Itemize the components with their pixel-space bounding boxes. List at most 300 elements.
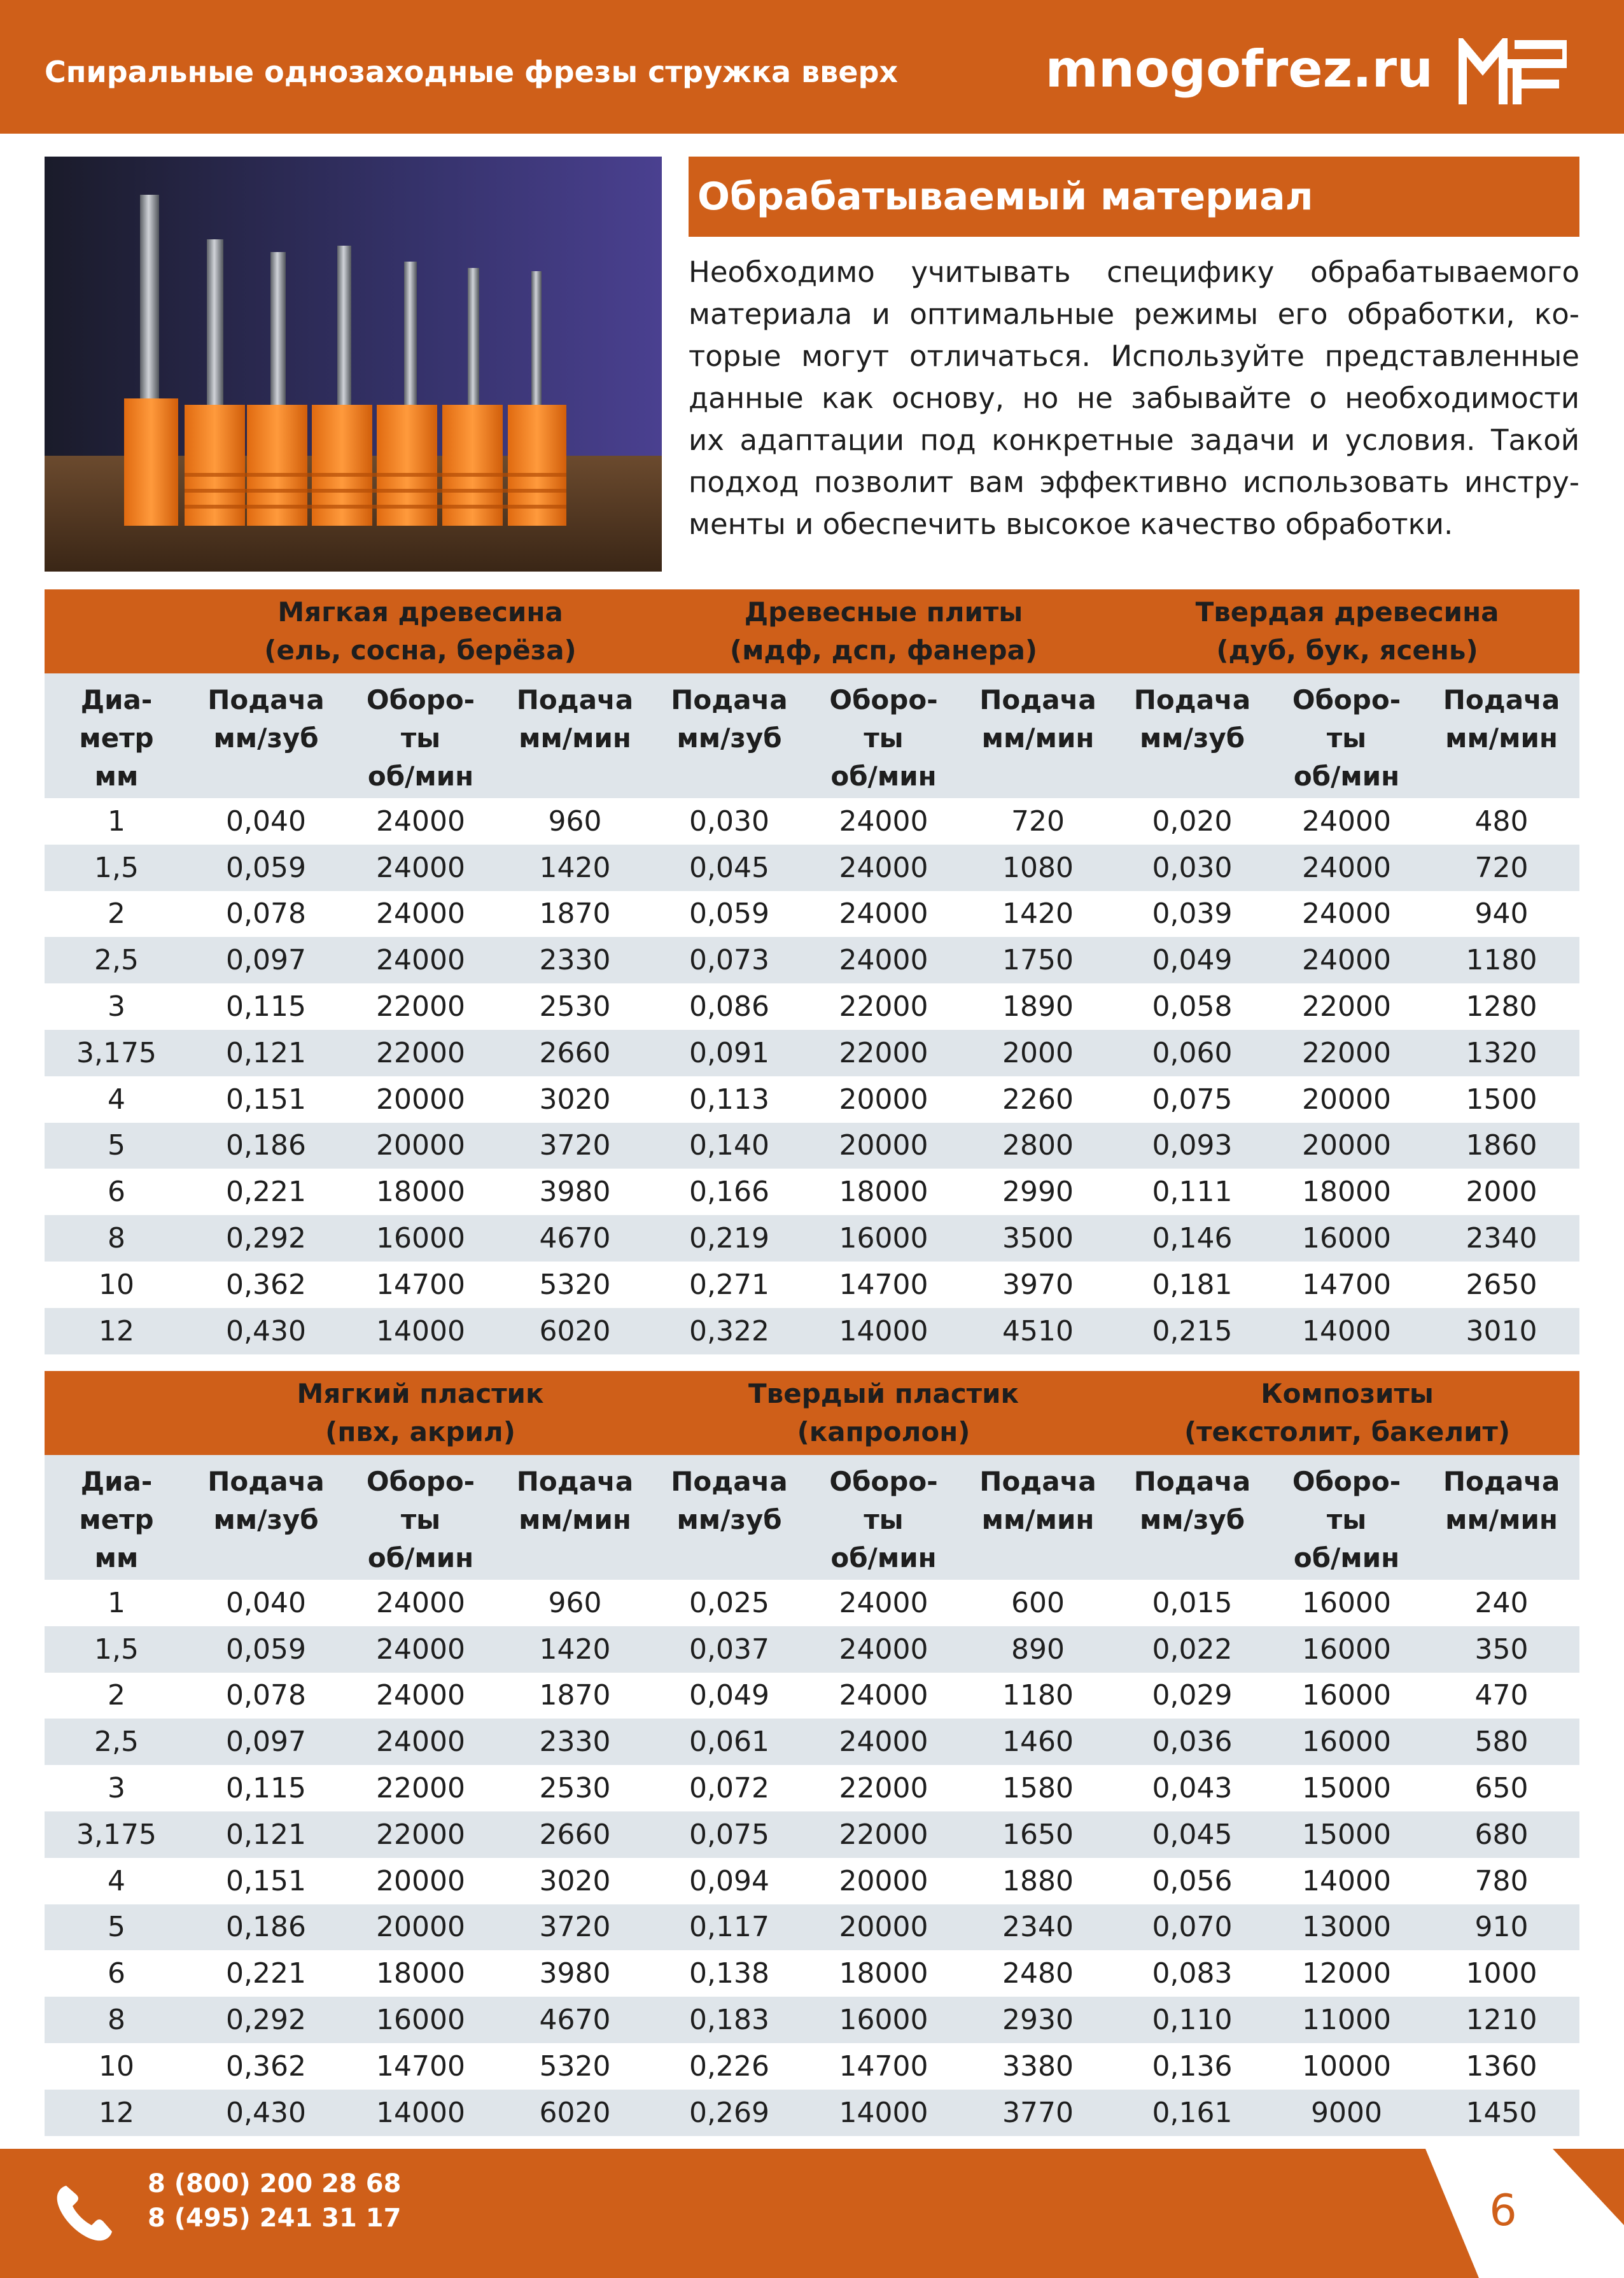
value-cell: 0,117: [652, 1904, 806, 1951]
value-cell: 13000: [1270, 1904, 1424, 1951]
group-spacer: [45, 1371, 188, 1455]
value-cell: 24000: [376, 1679, 465, 1712]
value-cell: 0,093: [1115, 1123, 1270, 1169]
value-cell: 0,078: [226, 1679, 306, 1712]
group-header: Мягкая древесина (ель, сосна, берёза): [188, 589, 652, 673]
value-cell: 24000: [344, 1719, 498, 1765]
value-cell: 3500: [961, 1215, 1115, 1262]
value-cell: 22000: [344, 1030, 498, 1076]
value-cell: 0,430: [188, 1308, 344, 1354]
value-cell: 24000: [839, 805, 928, 838]
diameter-cell: 4: [108, 1864, 125, 1897]
value-cell: 20000: [344, 1904, 498, 1951]
value-cell: 0,430: [188, 2090, 344, 2136]
value-cell: 0,061: [652, 1719, 806, 1765]
value-cell: 2990: [1002, 1176, 1074, 1209]
value-cell: 580: [1424, 1719, 1579, 1765]
site-name[interactable]: mnogofrez.ru: [1045, 39, 1433, 99]
col-header-diameter: Диа- метр мм: [45, 1455, 188, 1580]
table-row: [45, 798, 1579, 845]
diameter-cell: 1,5: [45, 1626, 188, 1673]
phone-icon: [52, 2182, 116, 2246]
value-cell: 2530: [539, 1772, 611, 1805]
col-header-feed-min: Подача мм/мин: [961, 1455, 1115, 1580]
value-cell: 0,058: [1152, 990, 1233, 1023]
value-cell: 0,322: [652, 1308, 806, 1354]
diameter-cell: 10: [99, 2049, 134, 2083]
value-cell: 1080: [961, 845, 1115, 891]
value-cell: 1420: [498, 845, 652, 891]
table-row: [45, 1169, 1579, 1215]
value-cell: 4670: [498, 1215, 652, 1262]
value-cell: 2800: [961, 1123, 1115, 1169]
value-cell: 0,020: [1152, 805, 1233, 838]
group-header: Твердый пластик (капролон): [652, 1371, 1115, 1455]
value-cell: 24000: [839, 1586, 928, 1619]
value-cell: 350: [1424, 1626, 1579, 1673]
value-cell: 0,049: [1115, 937, 1270, 983]
value-cell: 20000: [839, 1083, 928, 1116]
value-cell: 0,073: [652, 937, 806, 983]
value-cell: 0,115: [226, 990, 306, 1023]
value-cell: 0,115: [226, 1772, 306, 1805]
intro-paragraph: [689, 251, 1579, 545]
table-separator: [45, 1356, 1579, 1359]
value-cell: 24000: [344, 1626, 498, 1673]
value-cell: 1450: [1424, 2090, 1579, 2136]
group-spacer: [45, 589, 188, 673]
value-cell: 20000: [806, 1904, 961, 1951]
value-cell: 0,269: [652, 2090, 806, 2136]
value-cell: 1460: [961, 1719, 1115, 1765]
value-cell: 22000: [806, 1030, 961, 1076]
value-cell: 0,151: [226, 1864, 306, 1897]
value-cell: 22000: [839, 1772, 928, 1805]
value-cell: 0,030: [1115, 845, 1270, 891]
value-cell: 24000: [806, 1626, 961, 1673]
value-cell: 24000: [839, 897, 928, 931]
col-header-feed-tooth: Подача мм/зуб: [188, 673, 344, 798]
value-cell: 18000: [839, 1957, 928, 1990]
table-row: [45, 1765, 1579, 1811]
value-cell: 0,121: [188, 1030, 344, 1076]
value-cell: 0,078: [226, 897, 306, 931]
diameter-cell: 1,5: [45, 845, 188, 891]
table-row: [45, 937, 1579, 983]
value-cell: 2000: [1466, 1176, 1537, 1209]
value-cell: 0,186: [188, 1123, 344, 1169]
value-cell: 24000: [376, 1586, 465, 1619]
value-cell: 0,040: [226, 1586, 306, 1619]
value-cell: 1890: [1002, 990, 1074, 1023]
value-cell: 650: [1474, 1772, 1529, 1805]
value-cell: 22000: [806, 1811, 961, 1858]
value-cell: 24000: [806, 845, 961, 891]
value-cell: 0,075: [652, 1811, 806, 1858]
value-cell: 0,151: [226, 1083, 306, 1116]
value-cell: 5320: [539, 2049, 611, 2083]
value-cell: 14700: [839, 2049, 928, 2083]
value-cell: 16000: [344, 1997, 498, 2043]
value-cell: 14000: [1302, 1864, 1392, 1897]
col-header-rpm: Оборо- ты об/мин: [344, 673, 498, 798]
value-cell: 0,362: [226, 2049, 306, 2083]
diameter-cell: 2: [108, 897, 125, 931]
value-cell: 0,362: [226, 1268, 306, 1301]
value-cell: 3010: [1424, 1308, 1579, 1354]
value-cell: 3980: [539, 1176, 611, 1209]
col-header-feed-tooth: Подача мм/зуб: [652, 1455, 806, 1580]
value-cell: 16000: [1270, 1215, 1424, 1262]
value-cell: 14700: [376, 1268, 465, 1301]
value-cell: 2330: [498, 937, 652, 983]
table-row: [45, 1308, 1579, 1354]
value-cell: 16000: [1302, 1586, 1392, 1619]
group-header: Древесные плиты (мдф, дсп, фанера): [652, 589, 1115, 673]
group-header: Композиты (текстолит, бакелит): [1115, 1371, 1579, 1455]
value-cell: 22000: [1302, 990, 1391, 1023]
value-cell: 0,075: [1152, 1083, 1233, 1116]
value-cell: 0,219: [652, 1215, 806, 1262]
table-row: [45, 1904, 1579, 1951]
value-cell: 1880: [1002, 1864, 1074, 1897]
group-header: Твердая древесина (дуб, бук, ясень): [1115, 589, 1579, 673]
value-cell: 470: [1474, 1679, 1529, 1712]
diameter-cell: 2,5: [45, 1719, 188, 1765]
value-cell: 22000: [344, 1811, 498, 1858]
diameter-cell: 3: [108, 1772, 125, 1805]
diameter-cell: 10: [99, 1268, 134, 1301]
col-header-feed-min: Подача мм/мин: [498, 1455, 652, 1580]
value-cell: 20000: [806, 1123, 961, 1169]
value-cell: 0,121: [188, 1811, 344, 1858]
diameter-cell: 5: [45, 1904, 188, 1951]
value-cell: 24000: [1270, 845, 1424, 891]
table-row: [45, 2043, 1579, 2090]
value-cell: 1860: [1424, 1123, 1579, 1169]
value-cell: 16000: [1270, 1626, 1424, 1673]
col-header-feed-tooth: Подача мм/зуб: [1115, 1455, 1270, 1580]
value-cell: 0,186: [188, 1904, 344, 1951]
value-cell: 0,037: [652, 1626, 806, 1673]
value-cell: 0,060: [1115, 1030, 1270, 1076]
table-row: [45, 2090, 1579, 2136]
table-row: [45, 1215, 1579, 1262]
table-row: [45, 1626, 1579, 1673]
value-cell: 0,166: [689, 1176, 769, 1209]
intro-line: материала и оптимальные режимы его обработки, ко-: [689, 297, 1579, 331]
value-cell: 780: [1474, 1864, 1529, 1897]
value-cell: 22000: [376, 1772, 465, 1805]
value-cell: 910: [1424, 1904, 1579, 1951]
col-header-rpm: Оборо- ты об/мин: [806, 1455, 961, 1580]
diameter-cell: 6: [108, 1957, 125, 1990]
value-cell: 1750: [961, 937, 1115, 983]
col-header-feed-tooth: Подача мм/зуб: [652, 673, 806, 798]
col-header-rpm: Оборо- ты об/мин: [1270, 1455, 1424, 1580]
value-cell: 14000: [344, 1308, 498, 1354]
value-cell: 1650: [961, 1811, 1115, 1858]
value-cell: 0,140: [652, 1123, 806, 1169]
value-cell: 2340: [961, 1904, 1115, 1951]
group-header: Мягкий пластик (пвх, акрил): [188, 1371, 652, 1455]
table-row: [45, 1030, 1579, 1076]
diameter-cell: 12: [45, 2090, 188, 2136]
diameter-cell: 2,5: [45, 937, 188, 983]
value-cell: 16000: [1270, 1719, 1424, 1765]
phone-number[interactable]: 8 (495) 241 31 17: [148, 2204, 402, 2233]
value-cell: 3970: [1002, 1268, 1074, 1301]
table-row: [45, 1580, 1579, 1626]
value-cell: 22000: [1270, 1030, 1424, 1076]
value-cell: 1000: [1466, 1957, 1537, 1990]
value-cell: 1870: [539, 1679, 611, 1712]
value-cell: 24000: [806, 1719, 961, 1765]
intro-line: торые могут отличаться. Используйте представленные: [689, 339, 1579, 373]
value-cell: 1320: [1424, 1030, 1579, 1076]
value-cell: 0,111: [1152, 1176, 1233, 1209]
value-cell: 1210: [1424, 1997, 1579, 2043]
value-cell: 0,183: [652, 1997, 806, 2043]
value-cell: 1580: [1002, 1772, 1074, 1805]
diameter-cell: 6: [108, 1176, 125, 1209]
value-cell: 1500: [1466, 1083, 1537, 1116]
value-cell: 0,181: [1152, 1268, 1233, 1301]
diameter-cell: 12: [45, 1308, 188, 1354]
col-header-feed-min: Подача мм/мин: [498, 673, 652, 798]
value-cell: 0,045: [652, 845, 806, 891]
value-cell: 2340: [1424, 1215, 1579, 1262]
value-cell: 5320: [539, 1268, 611, 1301]
intro-line: их адаптации под конкретные задачи и условия. Такой: [689, 423, 1579, 457]
value-cell: 1420: [1002, 897, 1074, 931]
value-cell: 0,097: [188, 937, 344, 983]
value-cell: 0,097: [188, 1719, 344, 1765]
table-row: [45, 1997, 1579, 2043]
diameter-cell: 3: [108, 990, 125, 1023]
value-cell: 22000: [839, 990, 928, 1023]
value-cell: 480: [1474, 805, 1529, 838]
value-cell: 0,049: [689, 1679, 769, 1712]
table-row: [45, 983, 1579, 1030]
value-cell: 680: [1424, 1811, 1579, 1858]
value-cell: 18000: [376, 1176, 465, 1209]
value-cell: 0,083: [1152, 1957, 1233, 1990]
table-row: [45, 845, 1579, 891]
value-cell: 1420: [498, 1626, 652, 1673]
value-cell: 6020: [498, 2090, 652, 2136]
diameter-cell: 1: [108, 1586, 125, 1619]
footer-bar: [0, 2149, 1624, 2278]
intro-line: данные как основу, но не забывайте о необходимости: [689, 381, 1579, 415]
col-header-feed-min: Подача мм/мин: [1424, 673, 1579, 798]
col-header-feed-tooth: Подача мм/зуб: [1115, 673, 1270, 798]
value-cell: 0,091: [652, 1030, 806, 1076]
value-cell: 3980: [539, 1957, 611, 1990]
contact-phones: [148, 2167, 401, 2235]
value-cell: 0,059: [689, 897, 769, 931]
intro-line: подход позволит вам эффективно использовать инстру-: [689, 465, 1579, 499]
page-number: 6: [1489, 2186, 1517, 2236]
value-cell: 0,138: [689, 1957, 769, 1990]
value-cell: 14000: [806, 2090, 961, 2136]
table-row: [45, 1950, 1579, 1997]
value-cell: 24000: [1302, 897, 1391, 931]
value-cell: 18000: [1302, 1176, 1391, 1209]
value-cell: 24000: [1270, 937, 1424, 983]
value-cell: 6020: [498, 1308, 652, 1354]
value-cell: 16000: [344, 1215, 498, 1262]
table-row: [45, 1811, 1579, 1858]
diameter-cell: 4: [108, 1083, 125, 1116]
value-cell: 0,086: [689, 990, 769, 1023]
value-cell: 2930: [961, 1997, 1115, 2043]
value-cell: 0,070: [1115, 1904, 1270, 1951]
diameter-cell: 8: [45, 1215, 188, 1262]
value-cell: 0,043: [1152, 1772, 1233, 1805]
value-cell: 0,015: [1152, 1586, 1233, 1619]
page-corner-decoration: [1425, 2149, 1624, 2278]
value-cell: 24000: [839, 1679, 928, 1712]
value-cell: 14000: [1270, 1308, 1424, 1354]
table-row: [45, 1123, 1579, 1169]
value-cell: 20000: [376, 1083, 465, 1116]
value-cell: 18000: [839, 1176, 928, 1209]
value-cell: 0,146: [1115, 1215, 1270, 1262]
value-cell: 720: [1011, 805, 1065, 838]
page-title: Спиральные однозаходные фрезы стружка вверх: [45, 55, 899, 89]
value-cell: 3720: [498, 1123, 652, 1169]
value-cell: 14000: [344, 2090, 498, 2136]
value-cell: 15000: [1270, 1811, 1424, 1858]
intro-line: Необходимо учитывать специфику обрабатываемого: [689, 255, 1579, 289]
value-cell: 0,161: [1115, 2090, 1270, 2136]
value-cell: 0,040: [226, 805, 306, 838]
value-cell: 890: [961, 1626, 1115, 1673]
diameter-cell: 8: [45, 1997, 188, 2043]
value-cell: 14700: [839, 1268, 928, 1301]
value-cell: 2650: [1466, 1268, 1537, 1301]
diameter-cell: 5: [45, 1123, 188, 1169]
col-header-feed-tooth: Подача мм/зуб: [188, 1455, 344, 1580]
diameter-cell: 3,175: [45, 1811, 188, 1858]
value-cell: 10000: [1302, 2049, 1392, 2083]
value-cell: 0,110: [1115, 1997, 1270, 2043]
value-cell: 24000: [376, 805, 465, 838]
value-cell: 0,039: [1152, 897, 1233, 931]
value-cell: 16000: [806, 1997, 961, 2043]
value-cell: 0,056: [1152, 1864, 1233, 1897]
value-cell: 1360: [1466, 2049, 1537, 2083]
value-cell: 1180: [1002, 1679, 1074, 1712]
value-cell: 3770: [961, 2090, 1115, 2136]
value-cell: 15000: [1302, 1772, 1392, 1805]
value-cell: 20000: [344, 1123, 498, 1169]
value-cell: 3380: [1002, 2049, 1074, 2083]
value-cell: 1180: [1424, 937, 1579, 983]
value-cell: 2660: [498, 1811, 652, 1858]
value-cell: 0,059: [188, 845, 344, 891]
value-cell: 24000: [806, 937, 961, 983]
value-cell: 0,292: [188, 1997, 344, 2043]
value-cell: 2660: [498, 1030, 652, 1076]
value-cell: 0,030: [689, 805, 769, 838]
value-cell: 0,221: [226, 1957, 306, 1990]
value-cell: 16000: [1302, 1679, 1392, 1712]
header-bar: [0, 0, 1624, 134]
value-cell: 600: [1011, 1586, 1065, 1619]
value-cell: 0,025: [689, 1586, 769, 1619]
value-cell: 20000: [376, 1864, 465, 1897]
value-cell: 16000: [806, 1215, 961, 1262]
value-cell: 0,292: [188, 1215, 344, 1262]
value-cell: 0,215: [1115, 1308, 1270, 1354]
value-cell: 18000: [376, 1957, 465, 1990]
col-header-rpm: Оборо- ты об/мин: [1270, 673, 1424, 798]
value-cell: 0,221: [226, 1176, 306, 1209]
value-cell: 24000: [376, 897, 465, 931]
value-cell: 20000: [1270, 1123, 1424, 1169]
table-row: [45, 1262, 1579, 1308]
value-cell: 24000: [344, 937, 498, 983]
value-cell: 0,029: [1152, 1679, 1233, 1712]
value-cell: 2480: [1002, 1957, 1074, 1990]
value-cell: 24000: [344, 845, 498, 891]
value-cell: 0,136: [1152, 2049, 1233, 2083]
value-cell: 3020: [539, 1083, 611, 1116]
value-cell: 960: [548, 805, 602, 838]
table-row: [45, 891, 1579, 938]
table-body: [45, 1580, 1579, 2136]
value-cell: 3720: [498, 1904, 652, 1951]
value-cell: 4510: [961, 1308, 1115, 1354]
value-cell: 1280: [1466, 990, 1537, 1023]
value-cell: 24000: [1302, 805, 1391, 838]
value-cell: 2260: [1002, 1083, 1074, 1116]
section-heading: Обрабатываемый материал: [689, 157, 1579, 237]
value-cell: 0,022: [1115, 1626, 1270, 1673]
value-cell: 960: [548, 1586, 602, 1619]
table-row: [45, 1719, 1579, 1765]
value-cell: 0,072: [689, 1772, 769, 1805]
value-cell: 4670: [498, 1997, 652, 2043]
value-cell: 940: [1474, 897, 1529, 931]
phone-number[interactable]: 8 (800) 200 28 68: [148, 2169, 402, 2198]
value-cell: 0,226: [689, 2049, 769, 2083]
value-cell: 20000: [839, 1864, 928, 1897]
value-cell: 0,113: [689, 1083, 769, 1116]
value-cell: 720: [1424, 845, 1579, 891]
value-cell: 2530: [539, 990, 611, 1023]
diameter-cell: 3,175: [45, 1030, 188, 1076]
value-cell: 0,094: [689, 1864, 769, 1897]
mf-logo: [1459, 38, 1567, 108]
value-cell: 1870: [539, 897, 611, 931]
col-header-rpm: Оборо- ты об/мин: [344, 1455, 498, 1580]
value-cell: 0,059: [188, 1626, 344, 1673]
cutting-table-wood: [45, 589, 1579, 1354]
intro-line: менты и обеспечить высокое качество обработки.: [689, 507, 1453, 541]
cutting-table-plastics: [45, 1371, 1579, 2136]
value-cell: 14000: [806, 1308, 961, 1354]
col-header-diameter: Диа- метр мм: [45, 673, 188, 798]
col-header-feed-min: Подача мм/мин: [1424, 1455, 1579, 1580]
value-cell: 20000: [1302, 1083, 1391, 1116]
col-header-rpm: Оборо- ты об/мин: [806, 673, 961, 798]
diameter-cell: 2: [108, 1679, 125, 1712]
value-cell: 9000: [1270, 2090, 1424, 2136]
value-cell: 14700: [376, 2049, 465, 2083]
